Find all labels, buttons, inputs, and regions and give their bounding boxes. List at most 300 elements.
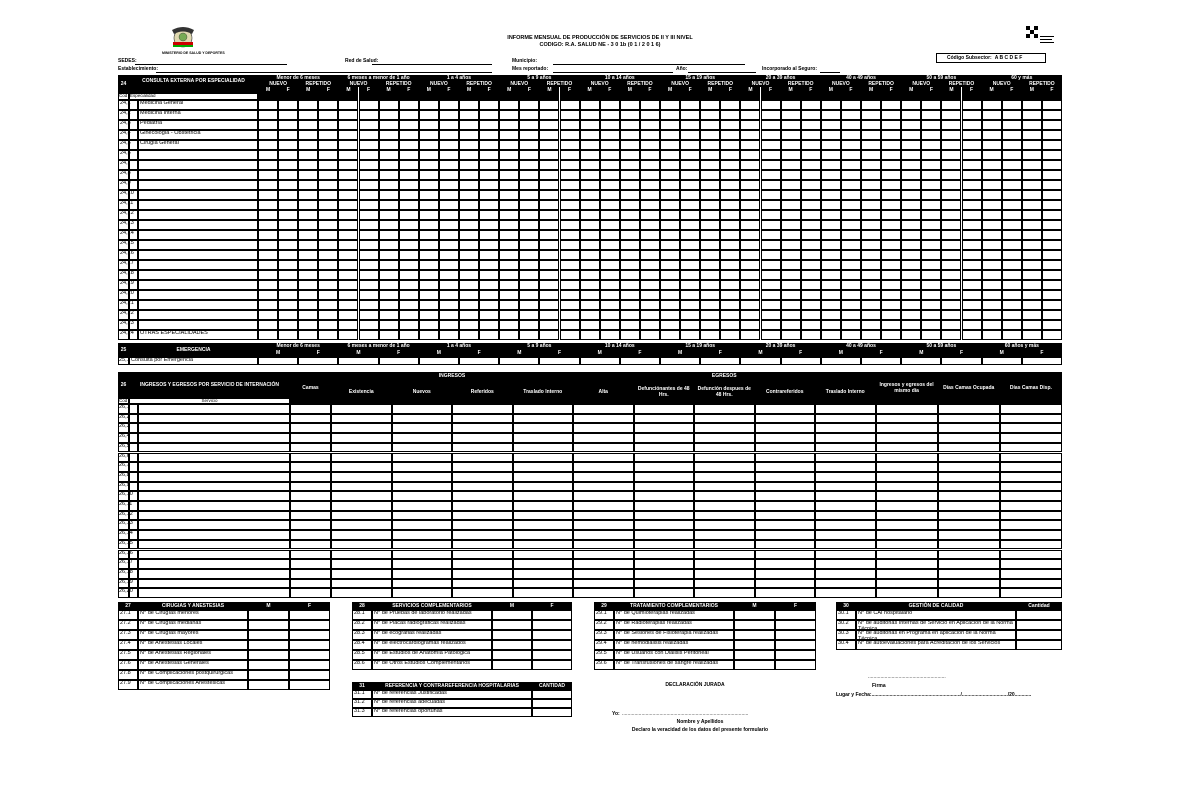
value-cell[interactable]	[499, 130, 519, 140]
value-cell[interactable]	[876, 404, 938, 414]
value-cell[interactable]	[620, 100, 640, 110]
value-cell[interactable]	[700, 190, 720, 200]
value-cell[interactable]	[392, 433, 453, 443]
value-cell[interactable]	[941, 220, 961, 230]
value-cell[interactable]	[600, 180, 620, 190]
value-cell[interactable]	[881, 150, 901, 160]
value-cell[interactable]	[539, 330, 559, 340]
mes-field[interactable]	[553, 72, 673, 73]
servicio-cell[interactable]	[138, 453, 290, 463]
value-cell[interactable]	[479, 280, 499, 290]
value-cell[interactable]	[861, 200, 881, 210]
value-cell[interactable]	[781, 250, 801, 260]
value-cell[interactable]	[580, 250, 600, 260]
value-cell[interactable]	[815, 453, 876, 463]
value-cell[interactable]	[1000, 423, 1062, 433]
value-cell[interactable]	[921, 240, 941, 250]
value-cell[interactable]	[921, 200, 941, 210]
value-cell[interactable]	[781, 300, 801, 310]
value-cell[interactable]	[761, 190, 781, 200]
value-cell[interactable]	[519, 150, 539, 160]
value-cell[interactable]	[379, 290, 399, 300]
value-cell[interactable]	[634, 423, 695, 433]
value-cell[interactable]	[740, 260, 760, 270]
value-cell[interactable]	[821, 357, 861, 365]
value-cell[interactable]	[801, 140, 821, 150]
value-cell[interactable]	[560, 260, 580, 270]
value-cell[interactable]	[841, 330, 861, 340]
value-cell[interactable]	[841, 140, 861, 150]
value-cell[interactable]	[532, 650, 572, 660]
value-cell[interactable]	[258, 270, 278, 280]
value-cell[interactable]	[821, 200, 841, 210]
value-cell[interactable]	[938, 579, 1000, 589]
value-cell[interactable]	[1002, 220, 1022, 230]
value-cell[interactable]	[921, 170, 941, 180]
value-cell[interactable]	[278, 250, 298, 260]
value-cell[interactable]	[755, 588, 816, 598]
value-cell[interactable]	[359, 290, 379, 300]
value-cell[interactable]	[694, 511, 755, 521]
especialidad-cell[interactable]	[138, 260, 258, 270]
servicio-cell[interactable]	[138, 472, 290, 482]
value-cell[interactable]	[258, 300, 278, 310]
value-cell[interactable]	[941, 250, 961, 260]
value-cell[interactable]	[634, 540, 695, 550]
value-cell[interactable]	[775, 630, 816, 640]
value-cell[interactable]	[560, 170, 580, 180]
value-cell[interactable]	[379, 320, 399, 330]
value-cell[interactable]	[459, 200, 479, 210]
value-cell[interactable]	[700, 210, 720, 220]
value-cell[interactable]	[439, 320, 459, 330]
value-cell[interactable]	[499, 150, 519, 160]
value-cell[interactable]	[278, 220, 298, 230]
value-cell[interactable]	[680, 260, 700, 270]
value-cell[interactable]	[620, 230, 640, 240]
value-cell[interactable]	[962, 150, 982, 160]
servicio-cell[interactable]	[138, 520, 290, 530]
value-cell[interactable]	[278, 120, 298, 130]
value-cell[interactable]	[640, 130, 660, 140]
value-cell[interactable]	[801, 230, 821, 240]
value-cell[interactable]	[881, 280, 901, 290]
value-cell[interactable]	[513, 559, 574, 569]
value-cell[interactable]	[901, 140, 921, 150]
value-cell[interactable]	[298, 310, 318, 320]
value-cell[interactable]	[700, 230, 720, 240]
value-cell[interactable]	[359, 310, 379, 320]
value-cell[interactable]	[379, 240, 399, 250]
value-cell[interactable]	[499, 260, 519, 270]
especialidad-cell[interactable]	[138, 150, 258, 160]
value-cell[interactable]	[640, 270, 660, 280]
value-cell[interactable]	[499, 320, 519, 330]
value-cell[interactable]	[941, 357, 981, 365]
value-cell[interactable]	[560, 320, 580, 330]
value-cell[interactable]	[815, 579, 876, 589]
camas-cell[interactable]	[290, 530, 331, 540]
value-cell[interactable]	[298, 180, 318, 190]
servicio-cell[interactable]	[138, 482, 290, 492]
value-cell[interactable]	[1022, 160, 1042, 170]
value-cell[interactable]	[459, 230, 479, 240]
servicio-cell[interactable]	[138, 414, 290, 424]
value-cell[interactable]	[801, 270, 821, 280]
value-cell[interactable]	[982, 320, 1002, 330]
value-cell[interactable]	[680, 250, 700, 260]
value-cell[interactable]	[1002, 260, 1022, 270]
value-cell[interactable]	[740, 270, 760, 280]
value-cell[interactable]	[680, 310, 700, 320]
servicio-cell[interactable]	[138, 433, 290, 443]
value-cell[interactable]	[1042, 120, 1062, 130]
especialidad-cell[interactable]: OTRAS ESPECIALIDADES	[138, 330, 258, 340]
value-cell[interactable]	[938, 433, 1000, 443]
value-cell[interactable]	[439, 250, 459, 260]
value-cell[interactable]	[479, 270, 499, 280]
value-cell[interactable]	[634, 559, 695, 569]
value-cell[interactable]	[459, 180, 479, 190]
value-cell[interactable]	[539, 210, 559, 220]
value-cell[interactable]	[881, 320, 901, 330]
value-cell[interactable]	[680, 170, 700, 180]
value-cell[interactable]	[560, 200, 580, 210]
value-cell[interactable]	[513, 569, 574, 579]
value-cell[interactable]	[861, 280, 881, 290]
value-cell[interactable]	[694, 462, 755, 472]
value-cell[interactable]	[439, 290, 459, 300]
value-cell[interactable]	[982, 100, 1002, 110]
value-cell[interactable]	[694, 530, 755, 540]
value-cell[interactable]	[379, 200, 399, 210]
establecimiento-field[interactable]	[156, 72, 492, 73]
value-cell[interactable]	[941, 200, 961, 210]
value-cell[interactable]	[499, 100, 519, 110]
value-cell[interactable]	[700, 160, 720, 170]
value-cell[interactable]	[620, 180, 640, 190]
value-cell[interactable]	[513, 501, 574, 511]
value-cell[interactable]	[876, 550, 938, 560]
value-cell[interactable]	[861, 160, 881, 170]
value-cell[interactable]	[815, 588, 876, 598]
value-cell[interactable]	[338, 240, 358, 250]
value-cell[interactable]	[499, 270, 519, 280]
value-cell[interactable]	[720, 330, 740, 340]
value-cell[interactable]	[680, 230, 700, 240]
value-cell[interactable]	[289, 620, 330, 630]
value-cell[interactable]	[560, 240, 580, 250]
servicio-cell[interactable]	[138, 569, 290, 579]
value-cell[interactable]	[580, 130, 600, 140]
value-cell[interactable]	[573, 433, 634, 443]
value-cell[interactable]	[459, 120, 479, 130]
value-cell[interactable]	[399, 290, 419, 300]
value-cell[interactable]	[881, 230, 901, 240]
value-cell[interactable]	[901, 130, 921, 140]
value-cell[interactable]	[941, 210, 961, 220]
camas-cell[interactable]	[290, 433, 331, 443]
value-cell[interactable]	[881, 240, 901, 250]
value-cell[interactable]	[941, 270, 961, 280]
value-cell[interactable]	[560, 120, 580, 130]
value-cell[interactable]	[801, 120, 821, 130]
value-cell[interactable]	[901, 300, 921, 310]
value-cell[interactable]	[841, 100, 861, 110]
value-cell[interactable]	[801, 150, 821, 160]
value-cell[interactable]	[901, 200, 921, 210]
value-cell[interactable]	[694, 443, 755, 453]
value-cell[interactable]	[399, 320, 419, 330]
value-cell[interactable]	[439, 220, 459, 230]
value-cell[interactable]	[720, 150, 740, 160]
servicio-cell[interactable]	[138, 559, 290, 569]
value-cell[interactable]	[573, 462, 634, 472]
value-cell[interactable]	[532, 640, 572, 650]
value-cell[interactable]	[694, 501, 755, 511]
value-cell[interactable]	[1022, 260, 1042, 270]
value-cell[interactable]	[821, 120, 841, 130]
value-cell[interactable]	[379, 310, 399, 320]
value-cell[interactable]	[700, 150, 720, 160]
value-cell[interactable]	[634, 443, 695, 453]
value-cell[interactable]	[640, 180, 660, 190]
value-cell[interactable]	[962, 220, 982, 230]
value-cell[interactable]	[841, 160, 861, 170]
value-cell[interactable]	[479, 140, 499, 150]
value-cell[interactable]	[781, 290, 801, 300]
value-cell[interactable]	[513, 511, 574, 521]
value-cell[interactable]	[921, 330, 941, 340]
value-cell[interactable]	[338, 357, 378, 365]
camas-cell[interactable]	[290, 559, 331, 569]
value-cell[interactable]	[620, 290, 640, 300]
value-cell[interactable]	[539, 100, 559, 110]
value-cell[interactable]	[580, 357, 620, 365]
value-cell[interactable]	[278, 270, 298, 280]
value-cell[interactable]	[539, 240, 559, 250]
value-cell[interactable]	[801, 300, 821, 310]
value-cell[interactable]	[459, 240, 479, 250]
value-cell[interactable]	[1000, 569, 1062, 579]
value-cell[interactable]	[881, 300, 901, 310]
value-cell[interactable]	[1002, 130, 1022, 140]
camas-cell[interactable]	[290, 501, 331, 511]
value-cell[interactable]	[1022, 330, 1042, 340]
value-cell[interactable]	[921, 290, 941, 300]
value-cell[interactable]	[720, 130, 740, 140]
value-cell[interactable]	[841, 320, 861, 330]
value-cell[interactable]	[640, 210, 660, 220]
value-cell[interactable]	[620, 130, 640, 140]
value-cell[interactable]	[740, 330, 760, 340]
value-cell[interactable]	[694, 414, 755, 424]
value-cell[interactable]	[278, 320, 298, 330]
value-cell[interactable]	[1022, 170, 1042, 180]
value-cell[interactable]	[982, 210, 1002, 220]
value-cell[interactable]	[841, 150, 861, 160]
value-cell[interactable]	[392, 491, 453, 501]
value-cell[interactable]	[513, 520, 574, 530]
value-cell[interactable]	[452, 443, 513, 453]
value-cell[interactable]	[861, 230, 881, 240]
value-cell[interactable]	[821, 300, 841, 310]
value-cell[interactable]	[600, 150, 620, 160]
value-cell[interactable]	[278, 290, 298, 300]
value-cell[interactable]	[573, 453, 634, 463]
value-cell[interactable]	[901, 290, 921, 300]
value-cell[interactable]	[740, 310, 760, 320]
especialidad-cell[interactable]	[138, 290, 258, 300]
value-cell[interactable]	[318, 310, 338, 320]
value-cell[interactable]	[876, 530, 938, 540]
value-cell[interactable]	[1002, 200, 1022, 210]
especialidad-cell[interactable]	[138, 160, 258, 170]
value-cell[interactable]	[781, 357, 821, 365]
value-cell[interactable]	[573, 588, 634, 598]
value-cell[interactable]	[694, 482, 755, 492]
value-cell[interactable]	[331, 414, 392, 424]
value-cell[interactable]	[801, 210, 821, 220]
value-cell[interactable]	[775, 610, 816, 620]
value-cell[interactable]	[258, 250, 278, 260]
value-cell[interactable]	[1000, 588, 1062, 598]
value-cell[interactable]	[499, 210, 519, 220]
value-cell[interactable]	[513, 530, 574, 540]
value-cell[interactable]	[499, 180, 519, 190]
value-cell[interactable]	[761, 220, 781, 230]
value-cell[interactable]	[941, 310, 961, 320]
value-cell[interactable]	[1022, 357, 1062, 365]
value-cell[interactable]	[359, 260, 379, 270]
value-cell[interactable]	[815, 569, 876, 579]
value-cell[interactable]	[640, 230, 660, 240]
value-cell[interactable]	[700, 320, 720, 330]
value-cell[interactable]	[452, 550, 513, 560]
value-cell[interactable]	[781, 190, 801, 200]
value-cell[interactable]	[492, 630, 532, 640]
value-cell[interactable]	[781, 110, 801, 120]
value-cell[interactable]	[248, 660, 289, 670]
value-cell[interactable]	[331, 433, 392, 443]
value-cell[interactable]	[392, 404, 453, 414]
value-cell[interactable]	[1022, 250, 1042, 260]
value-cell[interactable]	[258, 220, 278, 230]
value-cell[interactable]	[452, 511, 513, 521]
value-cell[interactable]	[560, 160, 580, 170]
value-cell[interactable]	[532, 660, 572, 670]
value-cell[interactable]	[962, 260, 982, 270]
value-cell[interactable]	[700, 330, 720, 340]
value-cell[interactable]	[399, 200, 419, 210]
value-cell[interactable]	[1042, 140, 1062, 150]
value-cell[interactable]	[876, 579, 938, 589]
value-cell[interactable]	[941, 320, 961, 330]
red-field[interactable]	[372, 64, 492, 65]
value-cell[interactable]	[720, 170, 740, 180]
value-cell[interactable]	[634, 588, 695, 598]
value-cell[interactable]	[801, 180, 821, 190]
value-cell[interactable]	[338, 110, 358, 120]
value-cell[interactable]	[338, 160, 358, 170]
value-cell[interactable]	[1042, 250, 1062, 260]
value-cell[interactable]	[941, 140, 961, 150]
value-cell[interactable]	[962, 130, 982, 140]
value-cell[interactable]	[580, 160, 600, 170]
value-cell[interactable]	[338, 120, 358, 130]
value-cell[interactable]	[1002, 120, 1022, 130]
value-cell[interactable]	[1042, 130, 1062, 140]
value-cell[interactable]	[755, 540, 816, 550]
value-cell[interactable]	[876, 491, 938, 501]
value-cell[interactable]	[640, 280, 660, 290]
value-cell[interactable]	[539, 320, 559, 330]
value-cell[interactable]	[801, 190, 821, 200]
value-cell[interactable]	[694, 540, 755, 550]
value-cell[interactable]	[278, 110, 298, 120]
value-cell[interactable]	[962, 230, 982, 240]
value-cell[interactable]	[519, 130, 539, 140]
value-cell[interactable]	[700, 180, 720, 190]
value-cell[interactable]	[392, 462, 453, 472]
value-cell[interactable]	[392, 453, 453, 463]
value-cell[interactable]	[821, 270, 841, 280]
value-cell[interactable]	[660, 160, 680, 170]
value-cell[interactable]	[258, 160, 278, 170]
value-cell[interactable]	[1002, 180, 1022, 190]
value-cell[interactable]	[901, 150, 921, 160]
value-cell[interactable]	[359, 110, 379, 120]
value-cell[interactable]	[841, 120, 861, 130]
value-cell[interactable]	[278, 330, 298, 340]
value-cell[interactable]	[600, 160, 620, 170]
value-cell[interactable]	[338, 170, 358, 180]
value-cell[interactable]	[419, 280, 439, 290]
value-cell[interactable]	[720, 320, 740, 330]
value-cell[interactable]	[1002, 240, 1022, 250]
value-cell[interactable]	[640, 300, 660, 310]
value-cell[interactable]	[580, 270, 600, 280]
value-cell[interactable]	[298, 210, 318, 220]
value-cell[interactable]	[1000, 472, 1062, 482]
value-cell[interactable]	[439, 190, 459, 200]
value-cell[interactable]	[258, 120, 278, 130]
value-cell[interactable]	[1000, 404, 1062, 414]
value-cell[interactable]	[519, 190, 539, 200]
value-cell[interactable]	[519, 300, 539, 310]
value-cell[interactable]	[861, 110, 881, 120]
value-cell[interactable]	[781, 310, 801, 320]
value-cell[interactable]	[660, 140, 680, 150]
value-cell[interactable]	[278, 310, 298, 320]
value-cell[interactable]	[660, 280, 680, 290]
value-cell[interactable]	[876, 511, 938, 521]
value-cell[interactable]	[755, 520, 816, 530]
value-cell[interactable]	[720, 200, 740, 210]
value-cell[interactable]	[740, 180, 760, 190]
value-cell[interactable]	[755, 569, 816, 579]
value-cell[interactable]	[258, 260, 278, 270]
value-cell[interactable]	[921, 310, 941, 320]
value-cell[interactable]	[439, 130, 459, 140]
value-cell[interactable]	[982, 110, 1002, 120]
value-cell[interactable]	[720, 260, 740, 270]
value-cell[interactable]	[452, 453, 513, 463]
value-cell[interactable]	[1042, 240, 1062, 250]
value-cell[interactable]	[600, 190, 620, 200]
value-cell[interactable]	[580, 170, 600, 180]
value-cell[interactable]	[331, 588, 392, 598]
